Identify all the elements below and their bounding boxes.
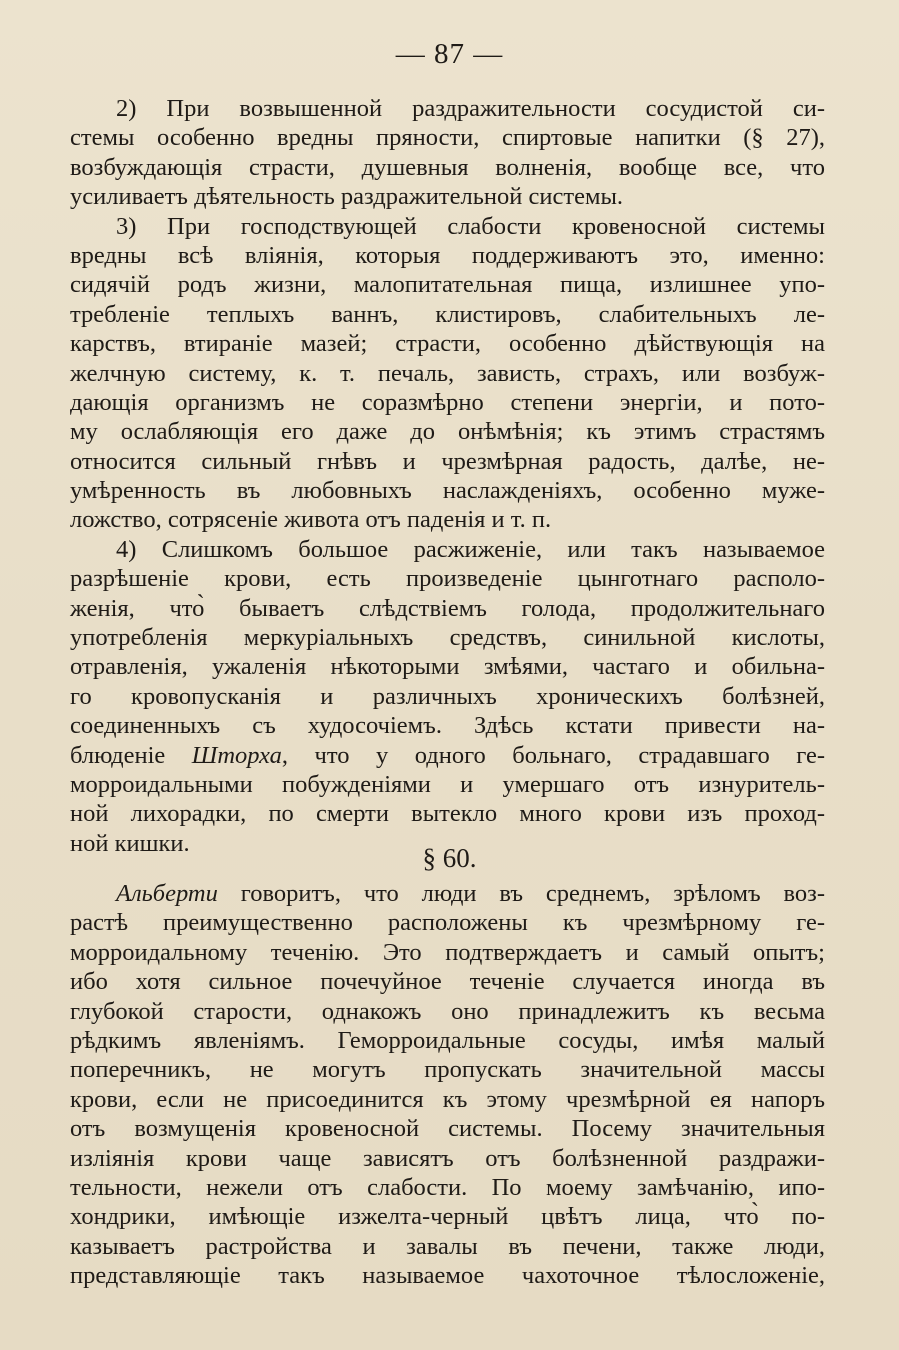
text-block-lower	[70, 879, 825, 1290]
text-line: вредны всѣ влiянія, которыя поддерживаютъ это, именно:	[70, 241, 825, 269]
text-line: употребленія меркуріальныхъ средствъ, синильной кислоты,	[70, 624, 825, 652]
text-line: рѣдкимъ явленіямъ. Геморроидальные сосуды, имѣя малый	[70, 1026, 825, 1054]
text-line: женія, что̀ бываетъ слѣдствіемъ голода, продолжительнаго	[70, 594, 825, 622]
text-line: относится сильный гнѣвъ и чрезмѣрная радость, далѣе, не-	[70, 447, 825, 475]
section-heading: § 60.	[422, 843, 477, 873]
text-line: глубокой старости, однакожъ оно принадлежитъ къ весьма	[70, 997, 825, 1025]
author-name-italic: Альберти	[116, 880, 218, 907]
text-line: отравленія, ужаленія нѣкоторыми змѣями, частаго и обильна-	[70, 653, 825, 681]
text-line: изліянія крови чаще зависятъ отъ болѣзненной раздражи-	[70, 1144, 825, 1172]
text-line: разрѣшеніе крови, есть произведеніе цынготнаго располо-	[70, 565, 825, 593]
text-line-with-author	[70, 879, 825, 908]
text-line: му ослабляющія его даже до онѣмѣнія; къ этимъ страстямъ	[70, 418, 825, 446]
text-line: тельности, нежели отъ слабости. По моему замѣчанію, ипо-	[70, 1173, 825, 1201]
text-line: желчную систему, к. т. печаль, зависть, страхъ, или возбуж-	[70, 359, 825, 387]
text-fragment: говоритъ, что люди въ среднемъ, зрѣломъ воз-	[217, 880, 825, 907]
text-line: отъ возмущенія кровеносной системы. Посему значительныя	[70, 1115, 825, 1143]
text-line: стемы особенно вредны пряности, спиртовые напитки (§ 27),	[70, 124, 825, 152]
text-line: ной кишки.	[70, 829, 190, 857]
text-line: 2) При возвышенной раздражительности сосудистой си-	[116, 95, 825, 122]
text-line: сидячій родъ жизни, малопитательная пища, излишнее упо-	[70, 271, 825, 299]
text-line: го кровопусканія и различныхъ хроническихъ болѣзней,	[70, 682, 825, 710]
text-line: ложство, сотрясеніе живота отъ паденія и т. п.	[70, 506, 552, 534]
text-line: усиливаетъ дѣятельность раздражительной системы.	[70, 183, 624, 211]
page-number: — 87 —	[395, 38, 504, 70]
text-line: дающія организмъ не соразмѣрно степени энергіи, и пото-	[70, 388, 825, 416]
text-line: ной лихорадки, по смерти вытекло много крови изъ проход-	[70, 800, 825, 828]
text-line: растѣ преимущественно расположены къ чрезмѣрному ге-	[70, 909, 825, 937]
text-line: возбуждающія страсти, душевныя волненія, вообще все, что	[70, 153, 825, 181]
text-fragment: блюденіе	[70, 741, 192, 769]
text-line: крови, если не присоединится къ этому чрезмѣрной ея напоръ	[70, 1085, 825, 1113]
text-line: умѣренность въ любовныхъ наслажденіяхъ, особенно муже-	[70, 477, 825, 505]
text-line: хондрики, имѣющіе изжелта-черный цвѣтъ лица, что̀ по-	[70, 1203, 825, 1231]
author-name-italic: Шторха	[191, 741, 282, 769]
text-line: казываетъ растройства и завалы въ печени, также люди,	[70, 1232, 825, 1260]
text-line-with-author	[70, 741, 825, 770]
text-line: соединенныхъ съ худосочіемъ. Здѣсь кстати привести на-	[70, 712, 825, 740]
text-line: представляющіе такъ называемое чахоточное тѣлосложеніе,	[70, 1262, 825, 1290]
text-line: морроидальному теченію. Это подтверждаетъ и самый опытъ;	[70, 938, 825, 966]
text-line: карствъ, втираніе мазей; страсти, особенно дѣйствующія на	[70, 330, 825, 358]
text-line: поперечникъ, не могутъ пропускать значительной массы	[70, 1056, 825, 1084]
text-line: 4) Слишкомъ большое расжиженіе, или такъ называемое	[116, 535, 825, 563]
text-line: ибо хотя сильное почечуйное теченіе случается иногда въ	[70, 968, 825, 996]
text-line: требленіе теплыхъ ваннъ, клистировъ, слабительныхъ ле-	[70, 300, 825, 328]
text-line: 3) При господствующей слабости кровеносной системы	[116, 212, 825, 240]
text-line: морроидальными побужденіями и умершаго отъ изнуритель-	[70, 770, 825, 798]
text-fragment: , что у одного больнаго, страдавшаго ге-	[281, 741, 825, 769]
text-block-upper	[70, 94, 825, 858]
